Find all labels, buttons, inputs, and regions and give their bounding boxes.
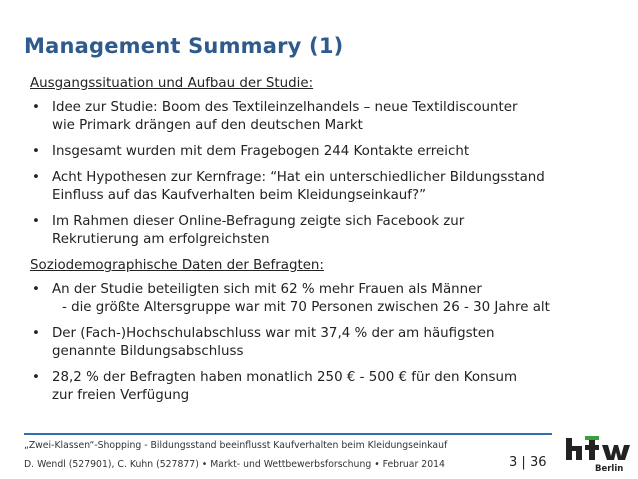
bullet-icon: • — [32, 214, 40, 229]
section-heading-ausgangssituation: Ausgangssituation und Aufbau der Studie: — [30, 76, 314, 91]
bullet-text: Acht Hypothesen zur Kernfrage: “Hat ein unterschiedlicher Bildungsstand — [52, 170, 545, 185]
slide-content — [30, 75, 610, 413]
page-current: 3 — [509, 455, 518, 470]
bullet-text: Im Rahmen dieser Online-Befragung zeigte sich Facebook zur — [52, 214, 465, 229]
bullet-text: Der (Fach-)Hochschulabschluss war mit 37,4 % der am häufigsten — [52, 326, 495, 341]
list-item — [30, 143, 610, 161]
bullet-text: zur freien Verfügung — [52, 388, 190, 403]
bullet-icon: • — [32, 326, 40, 341]
page-total: 36 — [529, 455, 547, 470]
page-number — [509, 455, 547, 470]
list-item — [30, 169, 610, 205]
list-item — [30, 325, 610, 361]
list-item — [30, 281, 610, 317]
bullet-icon: • — [32, 282, 40, 297]
bullet-text: Insgesamt wurden mit dem Fragebogen 244 Kontakte erreicht — [52, 144, 470, 159]
section-heading-soziodemographie: Soziodemographische Daten der Befragten: — [30, 258, 324, 273]
bullet-text: Idee zur Studie: Boom des Textileinzelhandels – neue Textildiscounter — [52, 100, 518, 115]
bullet-text: genannte Bildungsabschluss — [52, 344, 244, 359]
slide-title: Management Summary (1) — [24, 34, 344, 58]
logo-subtitle: Berlin — [595, 464, 624, 474]
list-item — [30, 369, 610, 405]
bullet-list-ausgangssituation — [30, 99, 610, 249]
footer-divider — [24, 433, 552, 435]
bullet-list-soziodemographie — [30, 281, 610, 405]
bullet-text: - die größte Altersgruppe war mit 70 Personen zwischen 26 - 30 Jahre alt — [62, 300, 550, 315]
bullet-icon: • — [32, 144, 40, 159]
bullet-text: An der Studie beteiligten sich mit 62 % mehr Frauen als Männer — [52, 282, 482, 297]
footer-title: „Zwei-Klassen“-Shopping - Bildungsstand beeinflusst Kaufverhalten beim Kleidungseinkauf — [24, 440, 448, 451]
bullet-text: Einfluss auf das Kaufverhalten beim Kleidungseinkauf?” — [52, 188, 427, 203]
bullet-icon: • — [32, 370, 40, 385]
bullet-icon: • — [32, 100, 40, 115]
logo-accent — [585, 436, 599, 440]
bullet-text: Rekrutierung am erfolgreichsten — [52, 232, 270, 247]
bullet-text: 28,2 % der Befragten haben monatlich 250 € - 500 € für den Konsum — [52, 370, 518, 385]
list-item — [30, 99, 610, 135]
footer-authors: D. Wendl (527901), C. Kuhn (527877) • Markt- und Wettbewerbsforschung • Februar 2014 — [24, 459, 445, 470]
bullet-text: wie Primark drängen auf den deutschen Markt — [52, 118, 363, 133]
bullet-icon: • — [32, 170, 40, 185]
page-separator: | — [521, 455, 526, 470]
list-item — [30, 213, 610, 249]
